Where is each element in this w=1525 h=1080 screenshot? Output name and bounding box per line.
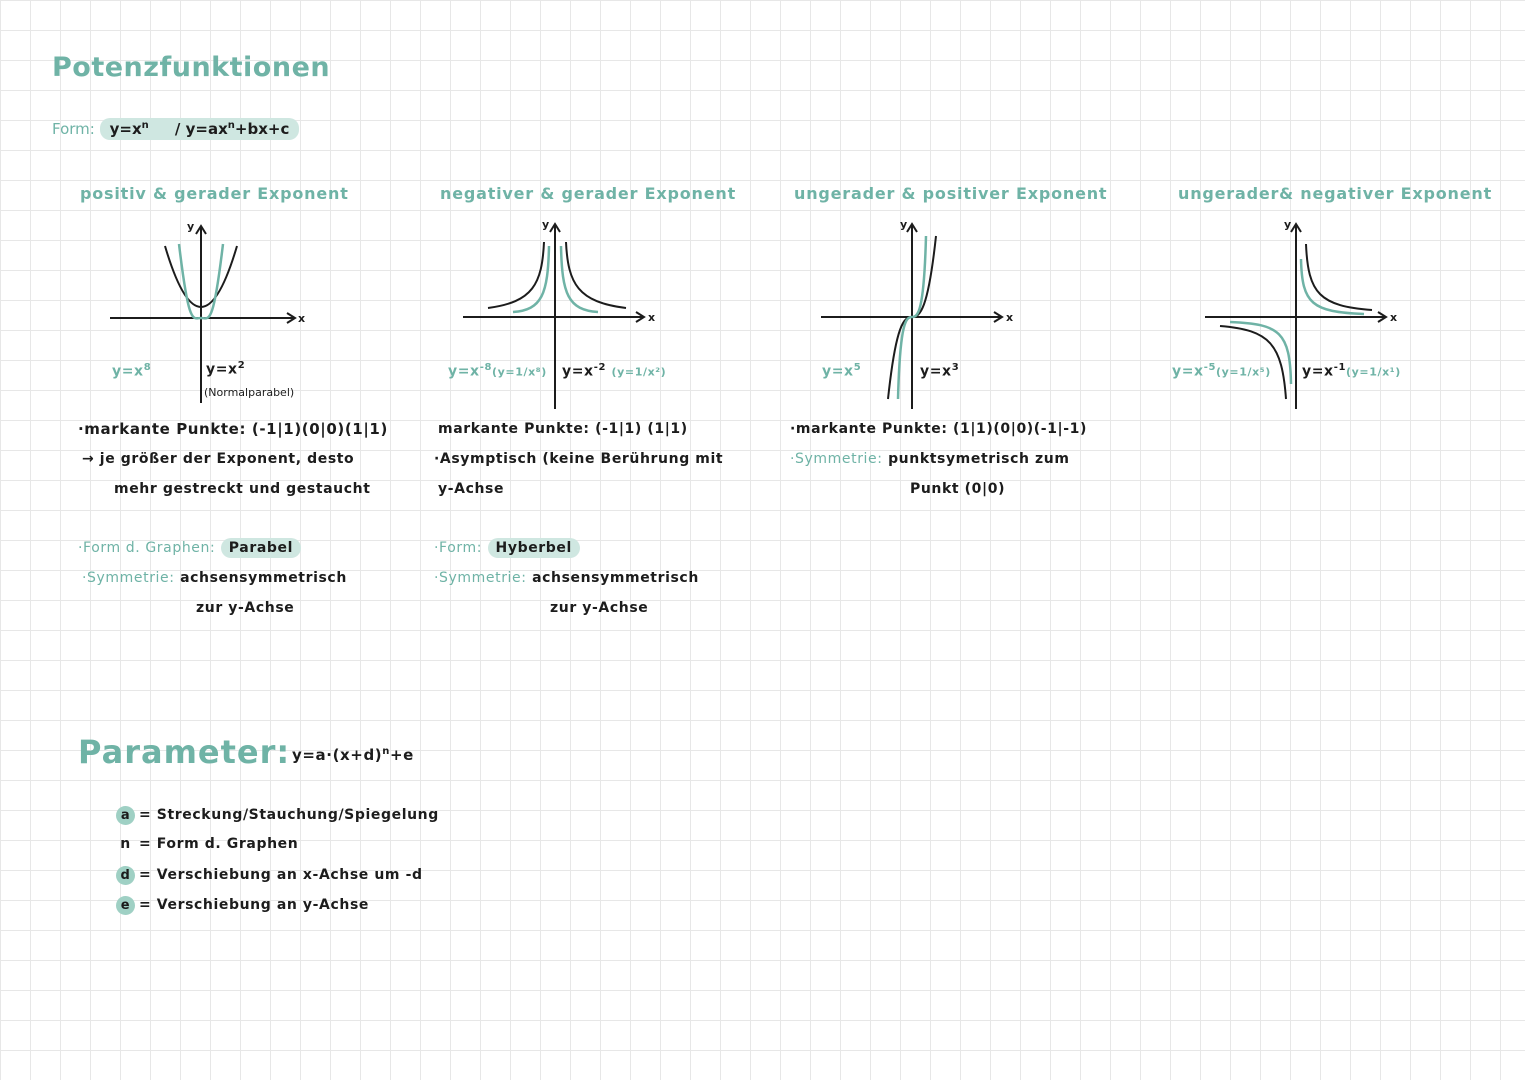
parameter-title: Parameter: (78, 733, 291, 771)
param-key-n: n (120, 836, 131, 852)
s4-right-exp: -1 (1333, 362, 1346, 373)
s1-right-base: y=x (206, 361, 238, 378)
parameter-formula-exp: n (382, 746, 390, 757)
section-1-label-right (206, 360, 245, 378)
parameter-item-a (116, 806, 439, 825)
s4-right-base: y=x (1302, 363, 1334, 380)
form-formula-2: y=ax (185, 120, 228, 138)
parameter-formula-rest: +e (390, 746, 414, 764)
s2-right-frac: (y=1/x²) (611, 365, 667, 379)
s2-form-label: ·Form: (434, 540, 483, 556)
s4-right-frac: (y=1/x¹) (1346, 365, 1401, 379)
section-2-note-1: ·Asymptisch (keine Berührung mit (434, 451, 724, 467)
section-3-sym-2: Punkt (0|0) (910, 481, 1006, 497)
x-axis-label: x (648, 311, 656, 324)
form-exp-2: n (227, 120, 235, 131)
s2-right-exp: -2 (593, 362, 606, 373)
section-1-heading: positiv & gerader Exponent (80, 184, 349, 203)
section-2-label-right (562, 362, 666, 380)
y-axis-label: y (542, 218, 550, 231)
y-axis-label: y (187, 220, 195, 233)
section-3-sym (790, 451, 1070, 467)
curve-x-2-right (566, 242, 626, 308)
section-1-note-1: → je größer der Exponent, desto (82, 451, 355, 467)
s3-sym-label: ·Symmetrie: (790, 451, 883, 467)
s2-left-base: y=x (448, 363, 480, 380)
section-2-sym-2: zur y-Achse (550, 600, 649, 616)
s2-form-value: Hyberbel (488, 538, 580, 558)
section-1-form (78, 540, 301, 556)
section-1-sym (82, 570, 347, 586)
section-3-label-right (920, 362, 959, 380)
s1-sym-label: ·Symmetrie: (82, 570, 175, 586)
form-formula-1: y=x (109, 120, 142, 138)
form-label: Form: (52, 120, 95, 138)
s2-sym-value: achsensymmetrisch (532, 570, 699, 586)
parameter-item-e (116, 896, 369, 915)
y-axis-label: y (900, 218, 908, 231)
section-2-label-left (448, 362, 547, 380)
x-axis-label: x (1390, 311, 1398, 324)
y-axis-label: y (1284, 218, 1292, 231)
x-axis-label: x (1006, 311, 1014, 324)
curve-x-5-right (1301, 259, 1364, 314)
s1-left-exp: 8 (143, 362, 152, 373)
param-key-d: d (116, 866, 135, 885)
s3-left-base: y=x (822, 363, 854, 380)
form-separator: / (174, 120, 181, 138)
s1-sym-value: achsensymmetrisch (180, 570, 347, 586)
section-2-heading: negativer & gerader Exponent (440, 184, 737, 203)
section-3-heading: ungerader & positiver Exponent (794, 184, 1108, 203)
s1-left-base: y=x (112, 363, 144, 380)
form-line (52, 120, 299, 138)
s3-right-base: y=x (920, 363, 952, 380)
section-1-points: ·markante Punkte: (-1|1)(0|0)(1|1) (78, 420, 388, 438)
section-4-heading: ungerader& negativer Exponent (1178, 184, 1493, 203)
param-key-e: e (116, 896, 135, 915)
section-2-points: markante Punkte: (-1|1) (1|1) (438, 421, 688, 437)
section-4-label-right (1302, 362, 1401, 380)
s1-right-exp: 2 (237, 360, 246, 371)
parameter-formula-base: y=a·(x+d) (292, 746, 383, 764)
x-axis-label: x (298, 312, 306, 325)
param-text-e: = Verschiebung an y-Achse (139, 897, 369, 913)
section-1-sym-2: zur y-Achse (196, 600, 295, 616)
s2-left-frac: (y=1/x⁸) (492, 365, 547, 379)
s2-sym-label: ·Symmetrie: (434, 570, 527, 586)
graph-odd-positive (816, 214, 1026, 409)
s2-right-base: y=x (562, 363, 594, 380)
curve-x-2-left (488, 242, 544, 308)
param-key-a: a (116, 806, 135, 825)
param-text-d: = Verschiebung an x-Achse um -d (139, 867, 423, 883)
form-formula (100, 118, 300, 140)
parameter-item-n (116, 836, 298, 852)
param-text-n: = Form d. Graphen (139, 836, 299, 852)
s3-sym-value: punktsymetrisch zum (888, 451, 1070, 467)
form-exp-1: n (141, 120, 149, 131)
section-2-form (434, 540, 580, 556)
parameter-item-d (116, 866, 423, 885)
s3-right-exp: 3 (951, 362, 960, 373)
s1-form-value: Parabel (221, 538, 301, 558)
section-1-label-left (112, 362, 151, 380)
section-3-label-left (822, 362, 861, 380)
s3-left-exp: 5 (853, 362, 862, 373)
parameter-formula (292, 746, 414, 764)
page-title: Potenzfunktionen (52, 52, 331, 83)
section-1-note-2: mehr gestreckt und gestaucht (114, 481, 371, 497)
graph-odd-negative (1200, 214, 1410, 409)
s4-left-frac: (y=1/x⁵) (1216, 365, 1271, 379)
section-2-note-2: y-Achse (438, 481, 505, 497)
s1-form-label: ·Form d. Graphen: (78, 540, 216, 556)
s2-left-exp: -8 (479, 362, 492, 373)
curve-x-1-right (1306, 244, 1372, 310)
s4-left-base: y=x (1172, 363, 1204, 380)
form-formula-2-rest: +bx+c (234, 120, 290, 138)
param-text-a: = Streckung/Stauchung/Spiegelung (139, 807, 439, 823)
section-1-label-note: (Normalparabel) (204, 386, 295, 399)
section-3-points: ·markante Punkte: (1|1)(0|0)(-1|-1) (790, 421, 1088, 437)
graph-even-negative (458, 214, 668, 409)
section-2-sym (434, 570, 699, 586)
s4-left-exp: -5 (1203, 362, 1216, 373)
section-4-label-left (1172, 362, 1271, 380)
